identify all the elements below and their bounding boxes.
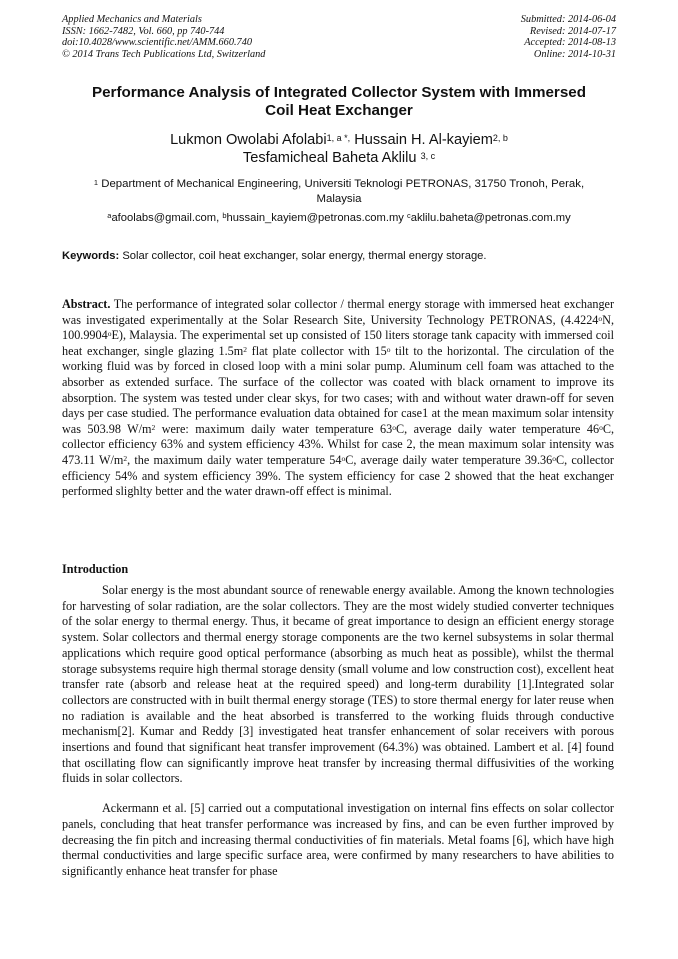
squared-mark: 2 [123,453,128,463]
email-c[interactable]: aklilu.baheta@petronas.com.my [410,212,571,224]
degree-mark: o [386,344,391,354]
paper-title [62,84,616,120]
degree-mark: o [599,422,603,432]
author-2: Hussain H. Al-kayiem [354,132,493,148]
abstract-text: The performance of integrated solar collector / thermal energy storage with immersed heat exchanger was investigated experimentally at the Solar Research Site, University Technology PETRONAS, (4.4224 [62,297,615,327]
keywords-label: Keywords: [62,250,120,262]
email-b[interactable]: hussain_kayiem@petronas.com.my [226,212,404,224]
affiliation-mark: 1 [93,178,99,187]
author-1: Lukmon Owolabi Afolabi [170,132,327,148]
title-line-2: Coil Heat Exchanger [265,102,413,119]
abstract-text: C, collector efficiency 54% and system efficiency 39%. The system efficiency for case 2 showed that the heat exchanger performed slighlty better and the water drawn-off effect is minimal. [62,452,614,499]
submission-dates [521,14,616,60]
email-a[interactable]: afoolabs@gmail.com, [111,212,220,224]
date-accepted: Accepted: 2014-08-13 [524,37,616,49]
author-1-mark: 1, a *, [326,133,351,143]
section-heading-introduction: Introduction [62,562,129,576]
date-submitted: Submitted: 2014-06-04 [520,14,616,25]
squared-mark: 2 [243,344,248,354]
author-list [40,131,638,167]
date-online: Online: 2014-10-31 [533,48,616,60]
abstract [62,297,614,500]
affiliation-line-1: Department of Mechanical Engineering, Universiti Teknologi PETRONAS, 31750 Tronoh, Perak, [101,178,585,190]
abstract-text: C, average daily water temperature 46 [395,421,600,436]
keywords-text: Solar collector, coil heat exchanger, solar energy, thermal energy storage. [122,250,487,262]
intro-paragraph-2: Ackermann et al. [5] carried out a computational investigation on internal fins effects on solar collector panels, concluding that heat transfer performance was increased by fins, and can be even further improved by decreasing the fin pitch and increasing thermal conductivities of fin materials. Metal foams [6], which have high thermal conductivities and large specific surface area, were confirmed by many researchers to have abilities to significantly enhance heat transfer for phase [62,801,614,878]
author-2-mark: 2, b [492,133,508,143]
date-revised: Revised: 2014-07-17 [529,25,616,37]
squared-mark: 2 [151,422,156,432]
email-b-mark: b [222,211,227,220]
degree-mark: o [107,329,112,339]
abstract-text: N, 100.9904 [62,312,614,343]
email-list [40,211,638,225]
affiliation-line-2: Malaysia [316,193,362,205]
journal-info [62,14,265,60]
email-c-mark: c [406,211,411,220]
title-line-1: Performance Analysis of Integrated Collector System with Immersed [91,84,587,101]
degree-mark: o [341,453,346,463]
author-3-mark: 3, c [420,151,436,161]
abstract-text: E), Malaysia. The experimental set up consisted of 150 liters storage tank capacity with immersed coil heat exchanger, single glazing 1.5m [62,328,614,358]
journal-copyright: © 2014 Trans Tech Publications Ltd, Switzerland [62,48,266,60]
abstract-text: tilt to the horizontal. The circulation of the working fluid was by forced in closed loop with a mini solar pump. Aluminum cell foam was attached to the absorber as extended surface. The surface of the collector was coated with black ornament to improve its absorption. The system was tested under clear skys, for two cases; with and without water drawn-off for seven days per case studied. The performance evaluation data obtained for case1 at the mean maximum solar intensity was 503.98 W/m [62,343,614,436]
abstract-text: were: maximum daily water temperature 63 [155,421,393,436]
journal-doi: doi:10.4028/www.scientific.net/AMM.660.740 [62,37,252,49]
keywords [62,249,616,263]
journal-issn: ISSN: 1662-7482, Vol. 660, pp 740-744 [62,25,225,37]
abstract-text: C, collector efficiency 63% and system efficiency 43%. Whilst for case 2, the mean maximum solar intensity was 473.11 W/m [62,421,615,467]
degree-mark: o [598,313,603,323]
introduction-body [62,583,614,894]
degree-mark: o [392,422,396,432]
abstract-text: , the maximum daily water temperature 54 [127,452,342,467]
affiliation [62,177,616,207]
author-3: Tesfamicheal Baheta Aklilu [242,150,417,166]
intro-paragraph-1: Solar energy is the most abundant source of renewable energy available. Among the known technologies for harvesting of solar radiation, are the solar collectors. They are the most widely studied converter techniques of the solar energy to thermal energy. Thus, it became of great importance to design an efficient energy storage system. Solar collectors and thermal energy storage components are the two kernel subsystems in solar thermal applications which require good optical performance (absorbing as much heat as possible), whilst the thermal storage subsystems require high thermal storage density (small volume and low construction cost), excellent heat transfer rate (absorb and release heat at the required speed) and long-term durability [1].Integrated solar collectors are constructed with in built thermal energy storage (TES) to store thermal energy for later reuse when no radiation is available and the heat absorbed is transferred to the working fluids through conductive mechanism[2]. Kumar and Reddy [3] investigated heat transfer enhancement of solar receivers with porous insertions and found that significant heat transfer improvement (64.3%) was obtained. Lambert et al. [4] found that oscillating flow can significantly improve heat transfer by increasing thermal diffusivities of the working fluids in solar collectors. [62,583,614,786]
journal-name: Applied Mechanics and Materials [62,14,202,25]
abstract-text: flat plate collector with 15 [247,343,387,358]
email-a-mark: a [107,211,112,220]
abstract-label: Abstract. [62,297,111,311]
abstract-text: C, average daily water temperature 39.36 [345,452,553,467]
degree-mark: o [552,453,556,463]
